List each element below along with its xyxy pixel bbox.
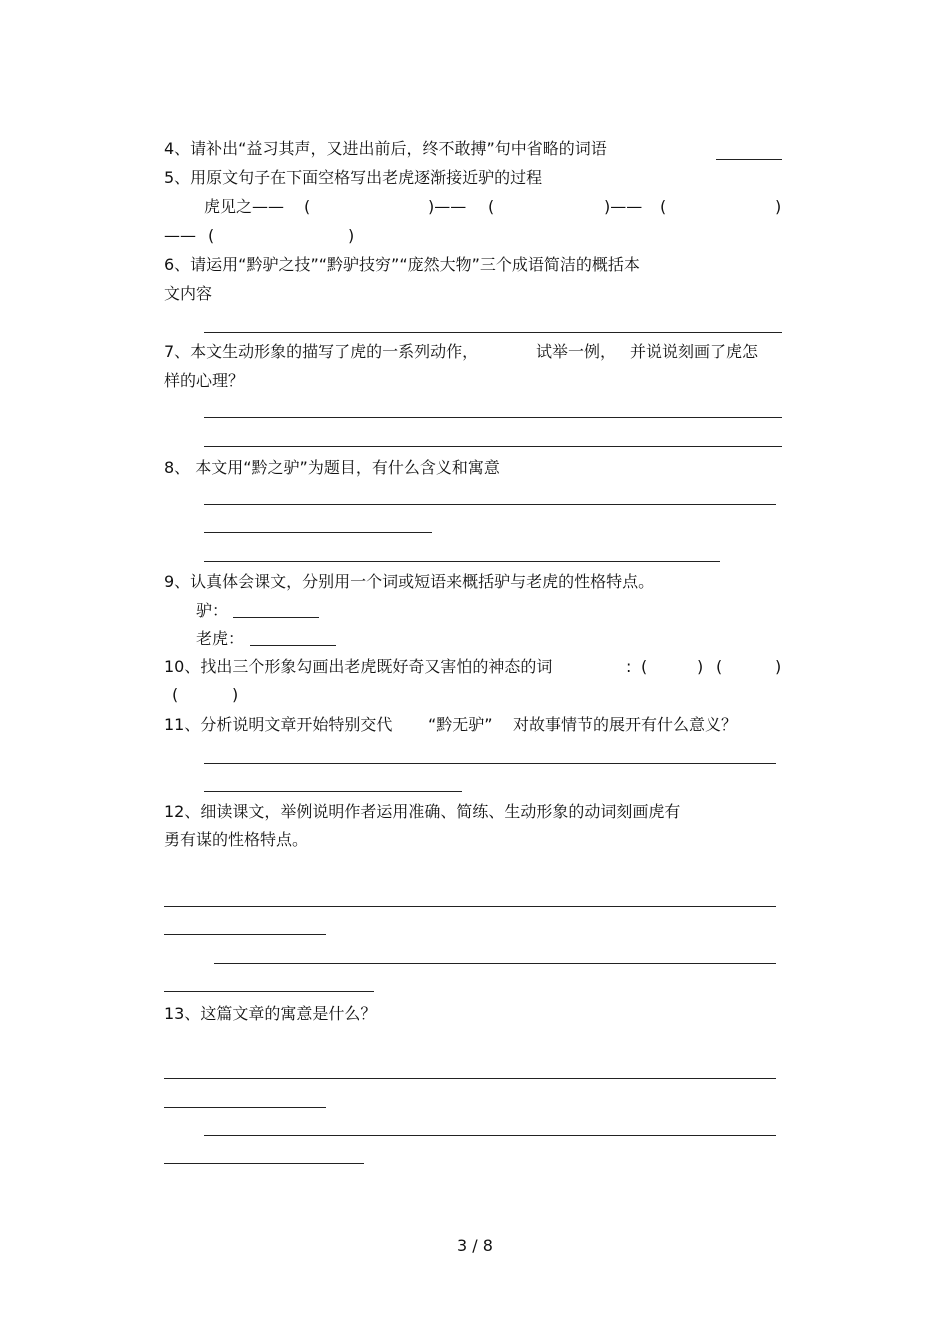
answer-line [164, 991, 374, 992]
q5-line1-start: 虎见之—— [204, 197, 285, 216]
q10-paren-close: ) [232, 685, 239, 704]
q5-paren-close: )—— [604, 197, 643, 216]
answer-line [164, 934, 326, 935]
question-12-cont: 勇有谋的性格特点。 [164, 830, 309, 849]
answer-line [204, 504, 776, 505]
question-7-c: 并说说刻画了虎怎 [630, 342, 759, 361]
answer-line [204, 532, 432, 533]
question-12: 12、细读课文，举例说明作者运用准确、简练、生动形象的动词刻画虎有 [164, 802, 681, 821]
answer-line [204, 561, 720, 562]
page-number: 3 / 8 [457, 1236, 493, 1255]
question-11: 11、分析说明文章开始特别交代 [164, 715, 393, 734]
q5-paren-open: ( [660, 197, 667, 216]
question-4: 4、请补出“益习其声，又进出前后，终不敢搏”句中省略的词语 [164, 139, 607, 158]
q10-paren-open: ( [641, 657, 648, 676]
answer-line [233, 617, 319, 618]
question-7-b: 试举一例， [536, 342, 617, 361]
question-6-cont: 文内容 [164, 284, 213, 303]
q5-paren-open: ( [304, 197, 311, 216]
question-11-b: “黔无驴” [428, 715, 493, 734]
q10-paren-open: ( [716, 657, 723, 676]
answer-line [164, 1107, 326, 1108]
question-7: 7、本文生动形象的描写了虎的一系列动作， [164, 342, 479, 361]
answer-line [204, 791, 462, 792]
question-7-cont: 样的心理？ [164, 371, 245, 390]
q5-line2-dash: —— [164, 226, 196, 245]
answer-line [204, 1135, 776, 1136]
q5-paren-close: ) [348, 226, 355, 245]
q9-tiger-label: 老虎： [196, 629, 245, 648]
answer-line [164, 1163, 364, 1164]
question-10: 10、找出三个形象勾画出老虎既好奇又害怕的神态的词 [164, 657, 553, 676]
question-13: 13、这篇文章的寓意是什么？ [164, 1004, 377, 1023]
q5-paren-close: ) [775, 197, 782, 216]
q9-donkey-label: 驴： [196, 601, 229, 620]
answer-line [204, 417, 782, 418]
answer-line [716, 159, 782, 160]
q5-paren-open: ( [208, 226, 215, 245]
question-5: 5、用原文句子在下面空格写出老虎逐渐接近驴的过程 [164, 168, 543, 187]
q10-colon: : [626, 657, 632, 676]
question-6: 6、请运用“黔驴之技”“黔驴技穷”“庞然大物”三个成语简洁的概括本 [164, 255, 640, 274]
answer-line [214, 963, 776, 964]
question-8: 8、 本文用“黔之驴”为题目，有什么含义和寓意 [164, 458, 500, 477]
answer-line [204, 446, 782, 447]
q10-paren-close: ) [775, 657, 782, 676]
q5-paren-close: )—— [428, 197, 467, 216]
q10-paren-open: ( [172, 685, 179, 704]
answer-line [204, 332, 782, 333]
answer-line [250, 645, 336, 646]
question-11-c: 对故事情节的展开有什么意义？ [513, 715, 738, 734]
answer-line [164, 1078, 776, 1079]
q10-paren-close: ) [697, 657, 704, 676]
answer-line [164, 906, 776, 907]
q5-paren-open: ( [488, 197, 495, 216]
question-9: 9、认真体会课文，分别用一个词或短语来概括驴与老虎的性格特点。 [164, 572, 655, 591]
answer-line [204, 763, 776, 764]
